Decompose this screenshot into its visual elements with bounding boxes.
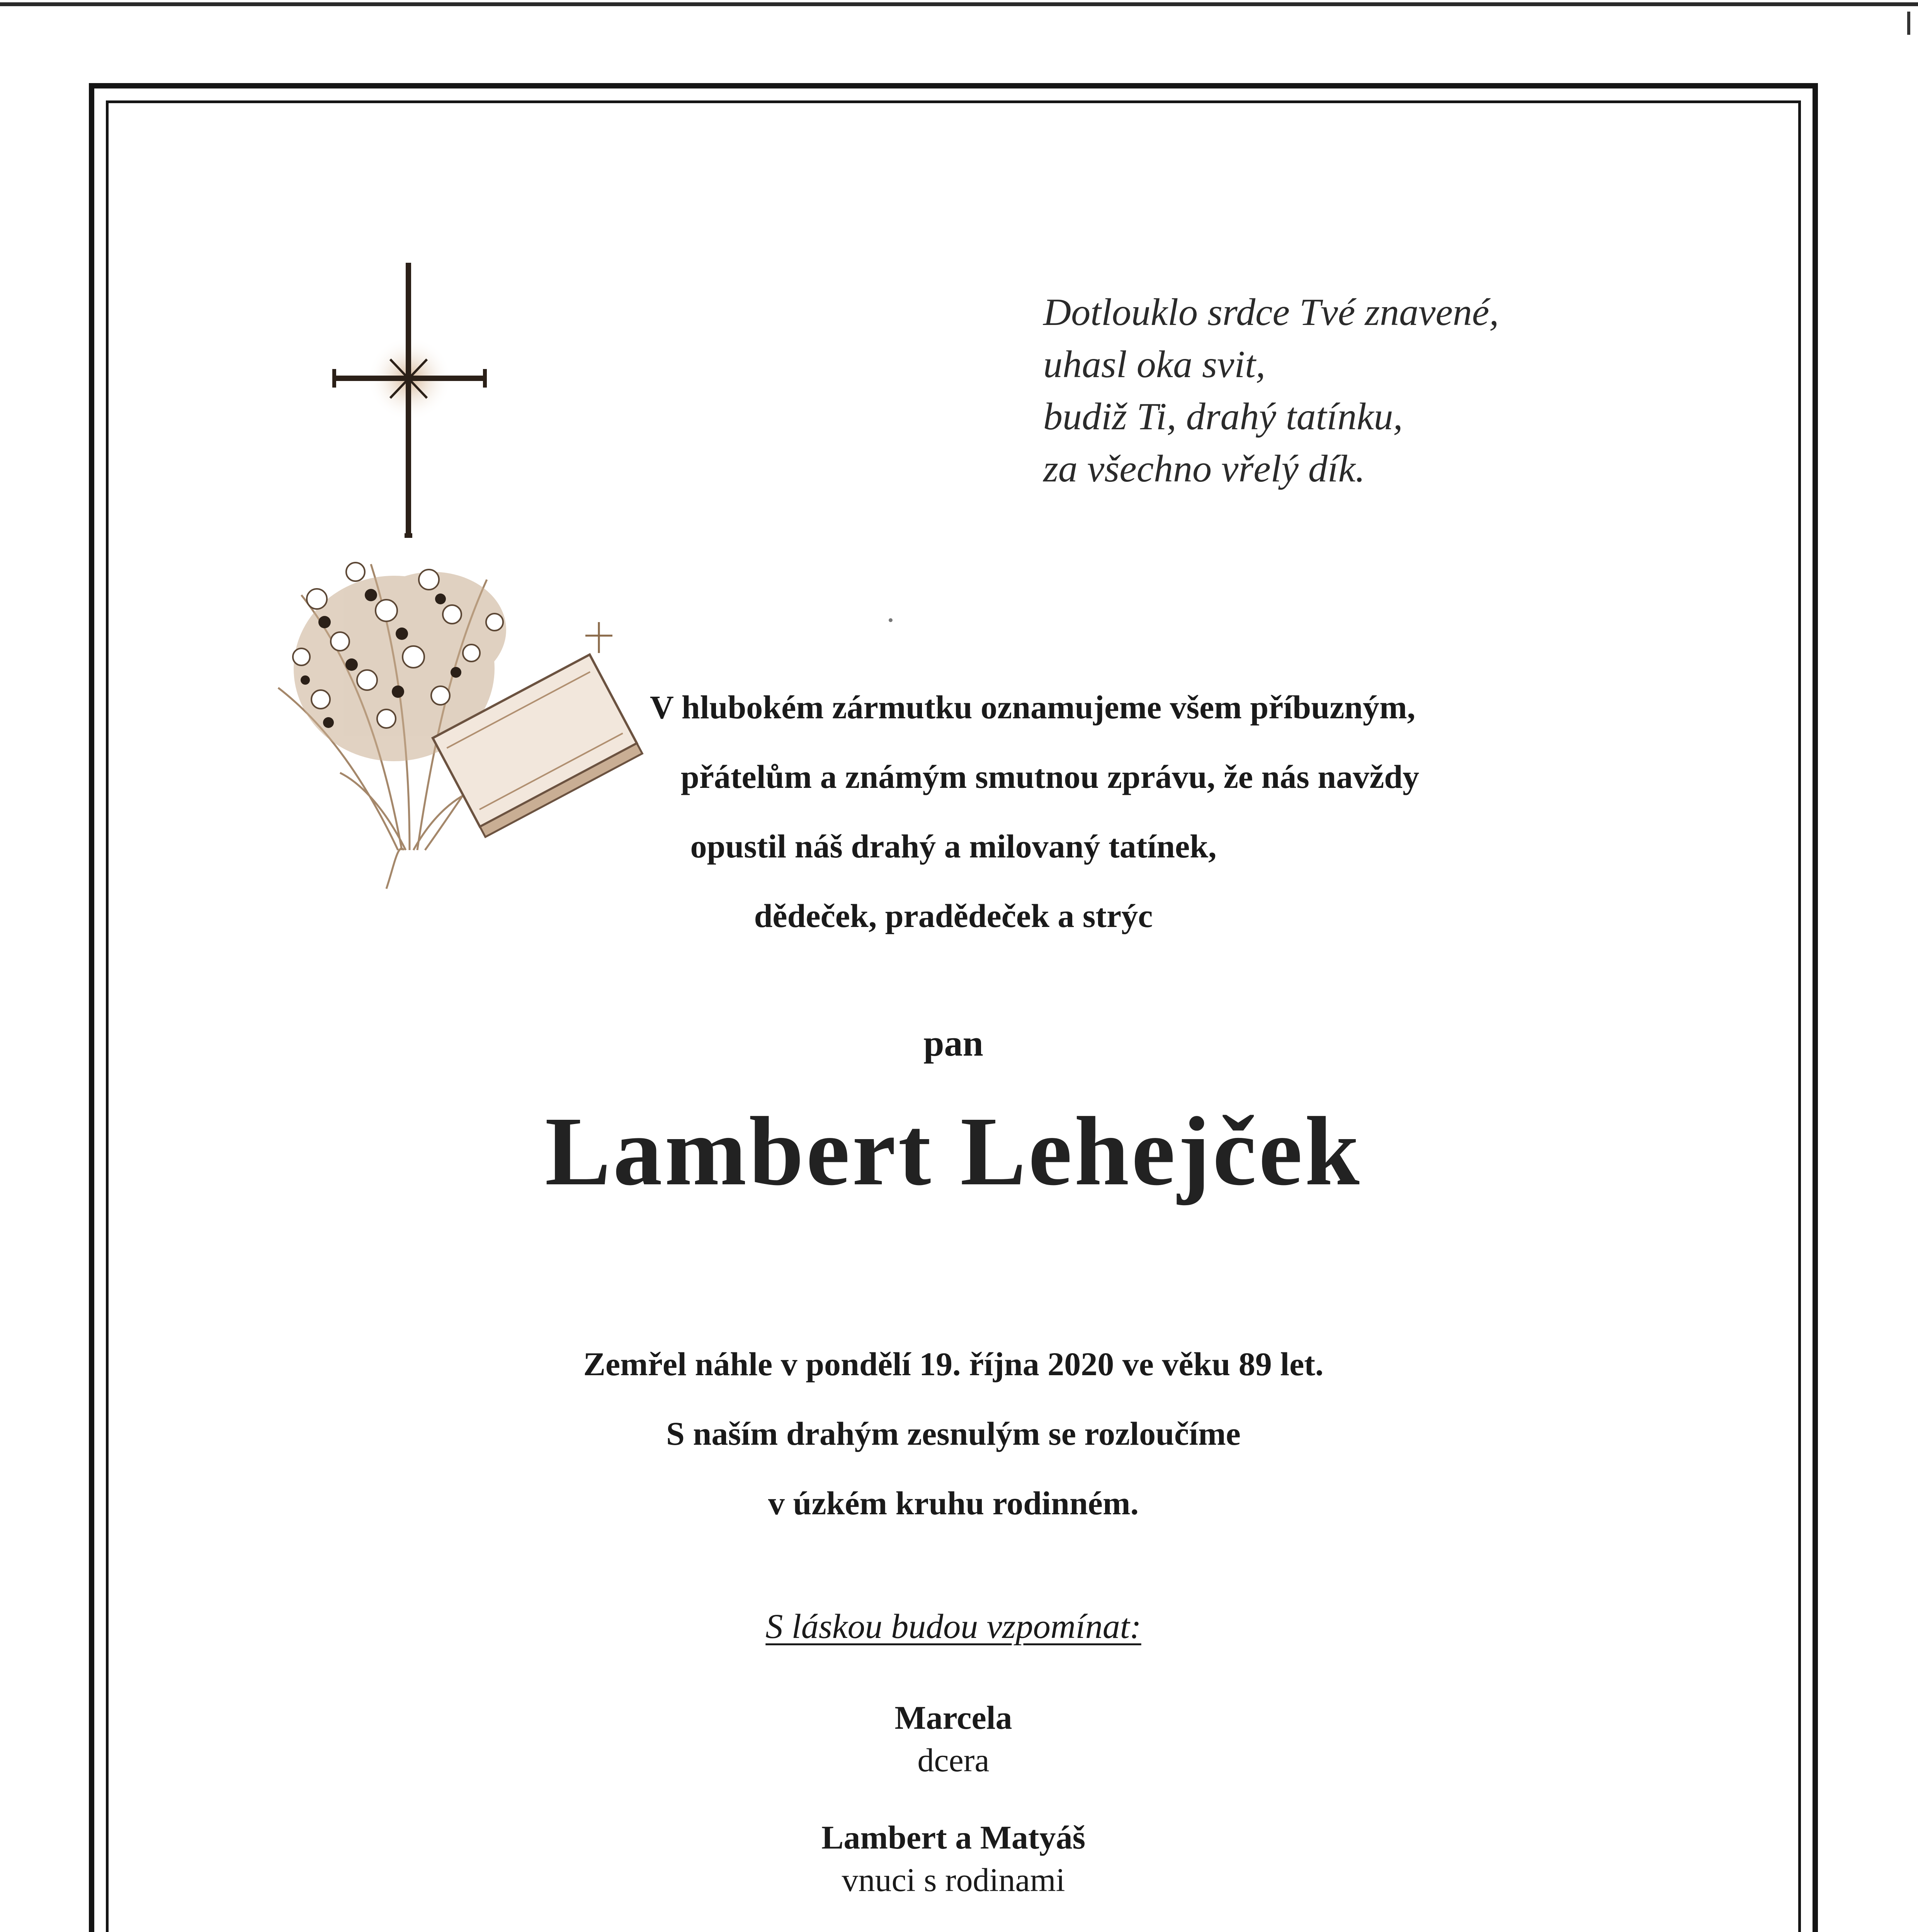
memorial-verse — [1043, 286, 1661, 495]
mourner-name: Marcela — [894, 1699, 1012, 1736]
salutation: pan — [923, 1022, 983, 1064]
verse-line: uhasl oka svit, — [1043, 343, 1265, 386]
mourners-heading — [106, 1604, 1801, 1650]
mourner-name: Lambert a Matyáš — [821, 1819, 1086, 1856]
announcement-line: přátelům a známým smutnou zprávu, že nás navždy — [680, 758, 1420, 795]
scan-speck — [889, 618, 893, 622]
death-notice-line: Zemřel náhle v pondělí 19. října 2020 ve věku 89 let. — [583, 1345, 1324, 1383]
death-announcement — [106, 672, 1801, 951]
mourner-relation: vnuci s rodinami — [842, 1861, 1065, 1898]
mourner-entry — [106, 1816, 1801, 1901]
death-notice-line: S naším drahým zesnulým se rozloučíme — [666, 1415, 1241, 1452]
verse-line: Dotlouklo srdce Tvé znavené, — [1043, 291, 1499, 333]
mourner-entry — [106, 1696, 1801, 1781]
death-notice-line: v úzkém kruhu rodinném. — [768, 1485, 1139, 1522]
announcement-line: opustil náš drahý a milovaný tatínek, — [690, 828, 1217, 865]
verse-line: za všechno vřelý dík. — [1043, 447, 1365, 490]
scan-edge-line — [0, 2, 1918, 6]
deceased-name: Lambert Lehejček — [545, 1097, 1362, 1206]
scan-edge-mark — [1907, 12, 1910, 35]
death-notice — [106, 1329, 1801, 1538]
verse-line: budiž Ti, drahý tatínku, — [1043, 395, 1403, 438]
mourners-heading-text: S láskou budou vzpomínat: — [765, 1607, 1141, 1646]
mourner-relation: dcera — [917, 1742, 990, 1779]
announcement-line: V hlubokém zármutku oznamujeme všem příbuzným, — [650, 689, 1416, 726]
announcement-line: dědeček, pradědeček a strýc — [754, 897, 1153, 934]
